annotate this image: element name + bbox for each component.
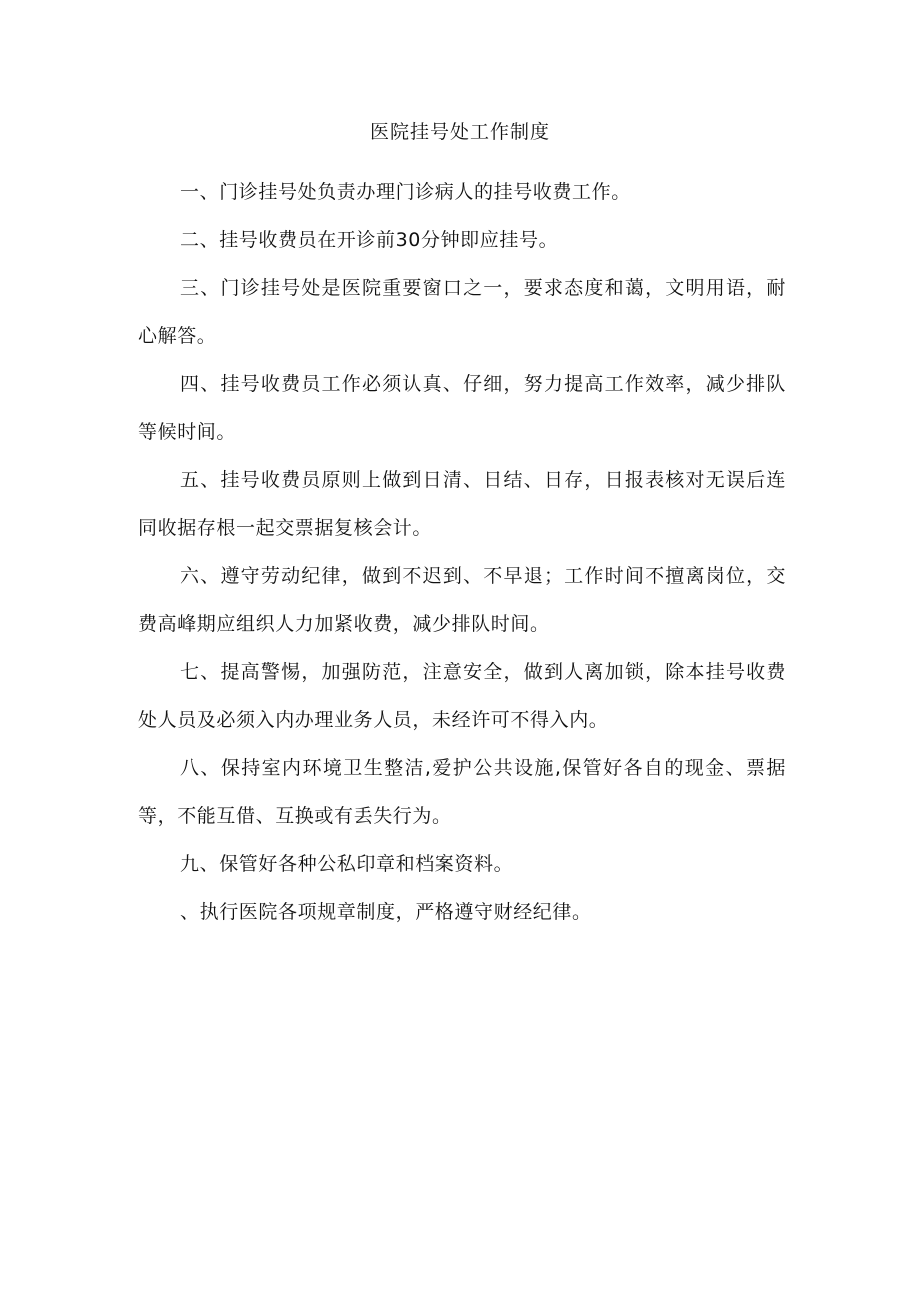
document-body: [138, 168, 786, 936]
paragraph-7: 七、提高警惕，加强防范，注意安全，做到人离加锁，除本挂号收费处人员及必须入内办理业务人员，未经许可不得入内。: [138, 661, 786, 731]
document-title: 医院挂号处工作制度: [369, 121, 550, 143]
paragraph-2: 二、挂号收费员在开诊前30分钟即应挂号。: [180, 229, 559, 251]
paragraph-5: 五、挂号收费员原则上做到日清、日结、日存，日报表核对无误后连同收据存根一起交票据复核会计。: [138, 469, 786, 539]
paragraph-10: 、执行医院各项规章制度，严格遵守财经纪律。: [180, 901, 592, 923]
paragraph-8: 八、保持室内环境卫生整洁,爱护公共设施,保管好各自的现金、票据等，不能互借、互换或有丢失行为。: [138, 757, 786, 827]
paragraph-9: 九、保管好各种公私印章和档案资料。: [180, 853, 514, 875]
paragraph-4: 四、挂号收费员工作必须认真、仔细，努力提高工作效率，减少排队等候时间。: [138, 373, 786, 443]
paragraph-1: 一、门诊挂号处负责办理门诊病人的挂号收费工作。: [180, 181, 631, 203]
paragraph-6: 六、遵守劳动纪律，做到不迟到、不早退；工作时间不擅离岗位，交费高峰期应组织人力加紧收费，减少排队时间。: [138, 565, 786, 635]
paragraph-3: 三、门诊挂号处是医院重要窗口之一，要求态度和蔼，文明用语，耐心解答。: [138, 277, 786, 347]
